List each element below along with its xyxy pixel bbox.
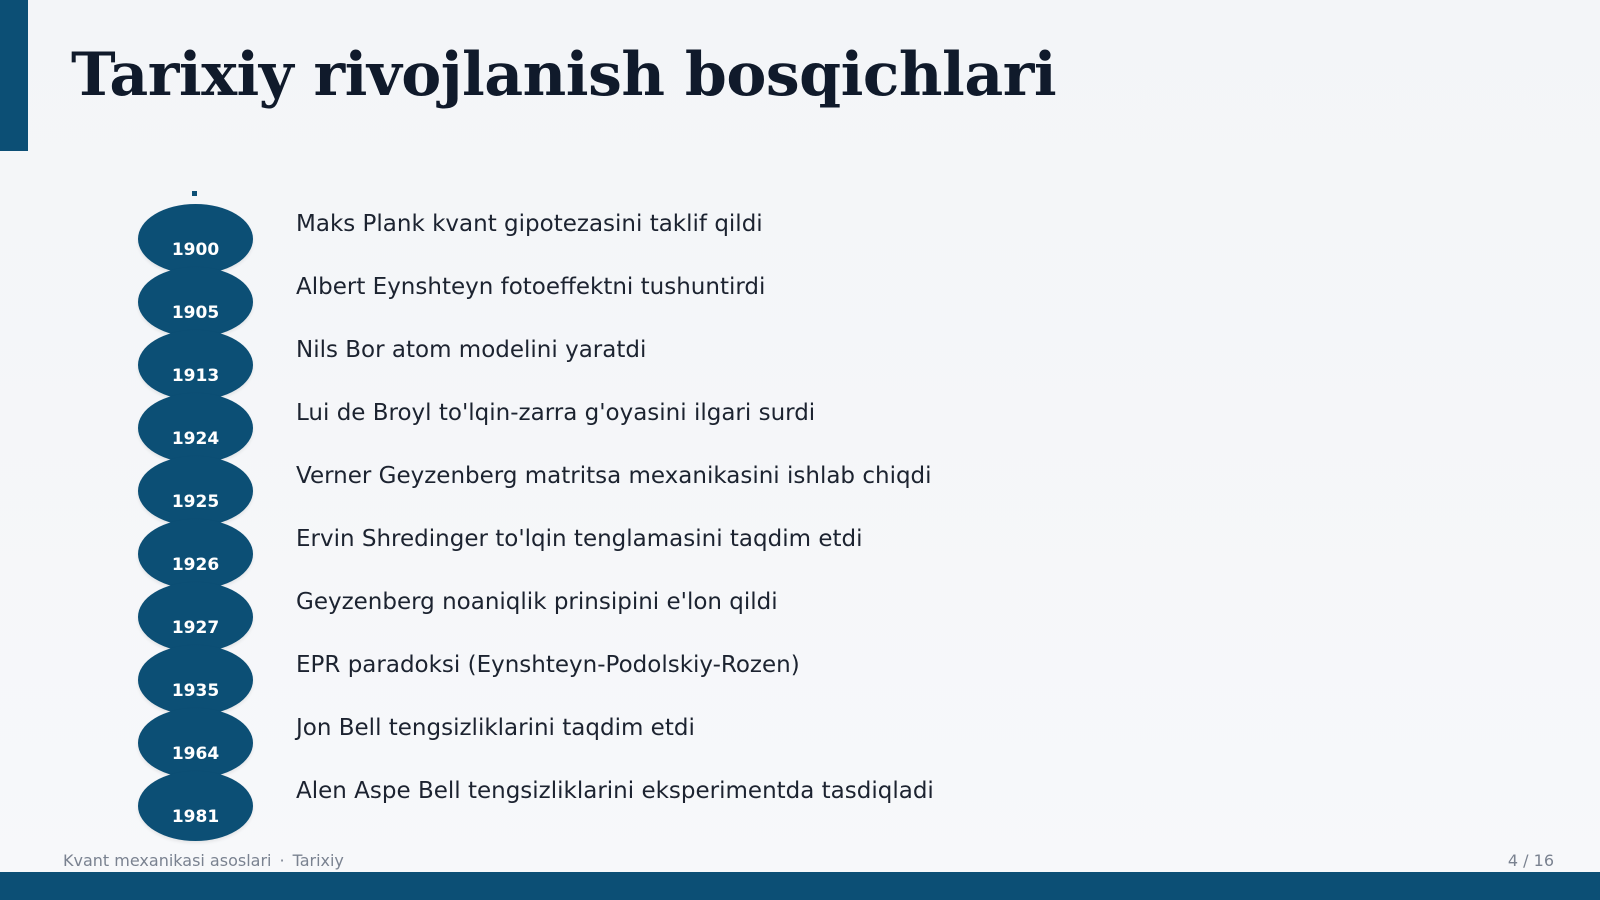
year-label: 1925 (171, 492, 220, 512)
timeline-event (0, 267, 1000, 330)
timeline-event (0, 771, 1000, 834)
footer-section: Tarixiy (292, 851, 344, 870)
timeline-event (0, 204, 1000, 267)
year-label: 1964 (171, 744, 220, 764)
year-badge (138, 204, 253, 274)
event-description: Geyzenberg noaniqlik prinsipini e'lon qildi (296, 589, 778, 615)
year-badge (138, 519, 253, 589)
timeline-event (0, 708, 1000, 771)
event-description: Maks Plank kvant gipotezasini taklif qildi (296, 211, 763, 237)
timeline-event (0, 519, 1000, 582)
footer-separator: · (279, 851, 285, 870)
year-label: 1924 (171, 429, 220, 449)
event-description: Jon Bell tengsizliklarini taqdim etdi (296, 715, 695, 741)
year-label: 1926 (171, 555, 220, 575)
year-label: 1900 (171, 240, 220, 260)
timeline-event (0, 582, 1000, 645)
footer-course (63, 851, 344, 870)
year-badge (138, 456, 253, 526)
year-badge (138, 393, 253, 463)
timeline-event (0, 645, 1000, 708)
year-badge (138, 582, 253, 652)
timeline-start-marker (192, 191, 197, 196)
event-description: Alen Aspe Bell tengsizliklarini eksperimentda tasdiqladi (296, 778, 934, 804)
event-description: Lui de Broyl to'lqin-zarra g'oyasini ilgari surdi (296, 400, 816, 426)
event-description: Nils Bor atom modelini yaratdi (296, 337, 647, 363)
timeline-event (0, 393, 1000, 456)
event-description: Ervin Shredinger to'lqin tenglamasini taqdim etdi (296, 526, 863, 552)
slide-title: Tarixiy rivojlanish bosqichlari (71, 40, 1057, 110)
event-description: Verner Geyzenberg matritsa mexanikasini ishlab chiqdi (296, 463, 932, 489)
timeline-event (0, 456, 1000, 519)
event-description: Albert Eynshteyn fotoeffektni tushuntirdi (296, 274, 766, 300)
footer-course-title: Kvant mexanikasi asoslari (63, 851, 272, 870)
year-badge (138, 708, 253, 778)
bottom-accent-bar (0, 872, 1600, 900)
page-number: 4 / 16 (1507, 851, 1554, 870)
year-badge (138, 645, 253, 715)
year-badge (138, 330, 253, 400)
year-label: 1913 (171, 366, 220, 386)
year-label: 1981 (171, 807, 220, 827)
year-label: 1935 (171, 681, 220, 701)
timeline-event (0, 330, 1000, 393)
year-label: 1927 (171, 618, 220, 638)
event-description: EPR paradoksi (Eynshteyn-Podolskiy-Rozen) (296, 652, 800, 678)
year-label: 1905 (171, 303, 220, 323)
year-badge (138, 267, 253, 337)
year-badge (138, 771, 253, 841)
